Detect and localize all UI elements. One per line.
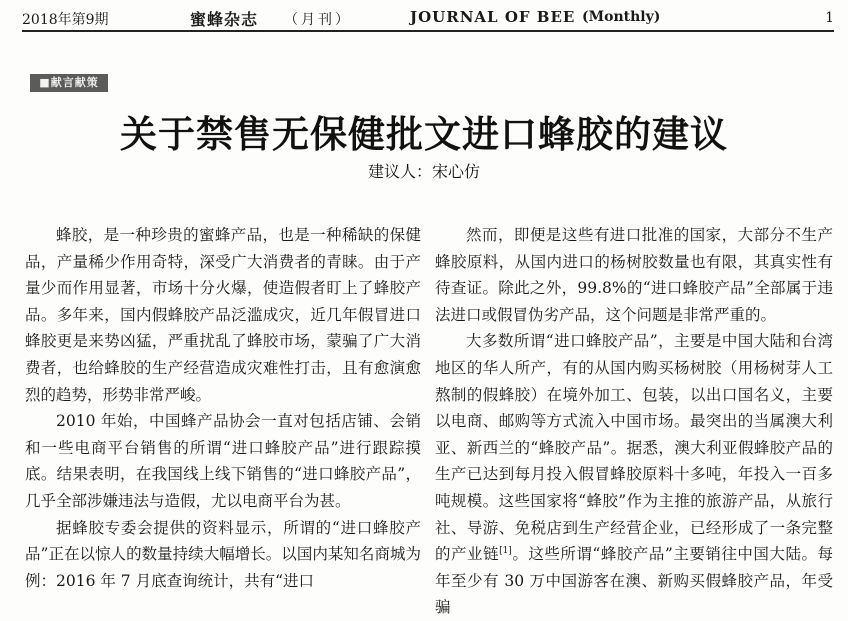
paragraph: 然而，即便是这些有进口批准的国家，大部分不生产蜂胶原料，从国内进口的杨树胶数量也有限，其真实性有待查证。除此之外，99.8%的“进口蜂胶产品”全部属于违法进口或假冒伪劣产品，这个问题是非常严重的。	[435, 226, 833, 324]
paragraph	[435, 328, 833, 621]
issue-label: 2018年第9期	[22, 12, 109, 28]
journal-name: 蜜蜂杂志	[190, 10, 259, 29]
journal-frequency-en: (Monthly)	[582, 9, 661, 25]
paragraph: 蜂胶，是一种珍贵的蜜蜂产品，也是一种稀缺的保健品，产量稀少作用奇特，深受广大消费者的青睐。由于产量少而作用显著，市场十分火爆，使造假者盯上了蜂胶产品。多年来，国内假蜂胶产品泛滥成灾，近几年假冒进口蜂胶更是来势凶猛，严重扰乱了蜂胶市场，蒙骗了广大消费者，也给蜂胶的生产经营造成灾难性打击，且有愈演愈烈的趋势，形势非常严峻。	[25, 226, 421, 404]
journal-name-en: JOURNAL OF BEE	[410, 8, 576, 26]
section-tag: ■献言献策	[30, 74, 108, 92]
paragraph: 据蜂胶专委会提供的资料显示，所谓的“进口蜂胶产品”正在以惊人的数量持续大幅增长。以国内某知名商城为例：2016 年 7 月底查询统计，共有“进口	[25, 518, 421, 590]
page-number: 1	[825, 10, 834, 26]
article-author: 建议人：宋心仿	[367, 162, 480, 181]
paragraph-text: 。这些所谓“蜂胶产品”主要销往中国大陆。每年至少有 30 万中国游客在澳、新购买假蜂胶产品，年受骗	[435, 545, 833, 617]
journal-frequency-cn: （月刊）	[284, 12, 352, 28]
left-column	[25, 222, 421, 600]
reference-mark: [1]	[499, 545, 512, 556]
right-column	[435, 222, 833, 617]
running-header	[22, 4, 834, 32]
paragraph-text: 大多数所谓“进口蜂胶产品”，主要是中国大陆和台湾地区的华人所产，有的从国内购买杨树胶（用杨树芽人工熬制的假蜂胶）在境外加工、包装，以出口国名义，主要以电商、邮购等方式流入中国市场。最突出的当属澳大利亚、新西兰的“蜂胶产品”。据悉，澳大利亚假蜂胶产品的生产已达到每月投入假冒蜂胶原料十多吨，年投入一百多吨规模。这些国家将“蜂胶”作为主推的旅游产品，从旅行社、导游、免税店到生产经营企业，已经形成了一条完整的产业链	[435, 332, 833, 564]
paragraph: 2010 年始，中国蜂产品协会一直对包括店铺、会销和一些电商平台销售的所谓“进口蜂胶产品”进行跟踪摸底。结果表明，在我国线上线下销售的“进口蜂胶产品”，几乎全部涉嫌违法与造假，尤以电商平台为甚。	[25, 412, 421, 510]
article-title: 关于禁售无保健批文进口蜂胶的建议	[120, 113, 728, 156]
